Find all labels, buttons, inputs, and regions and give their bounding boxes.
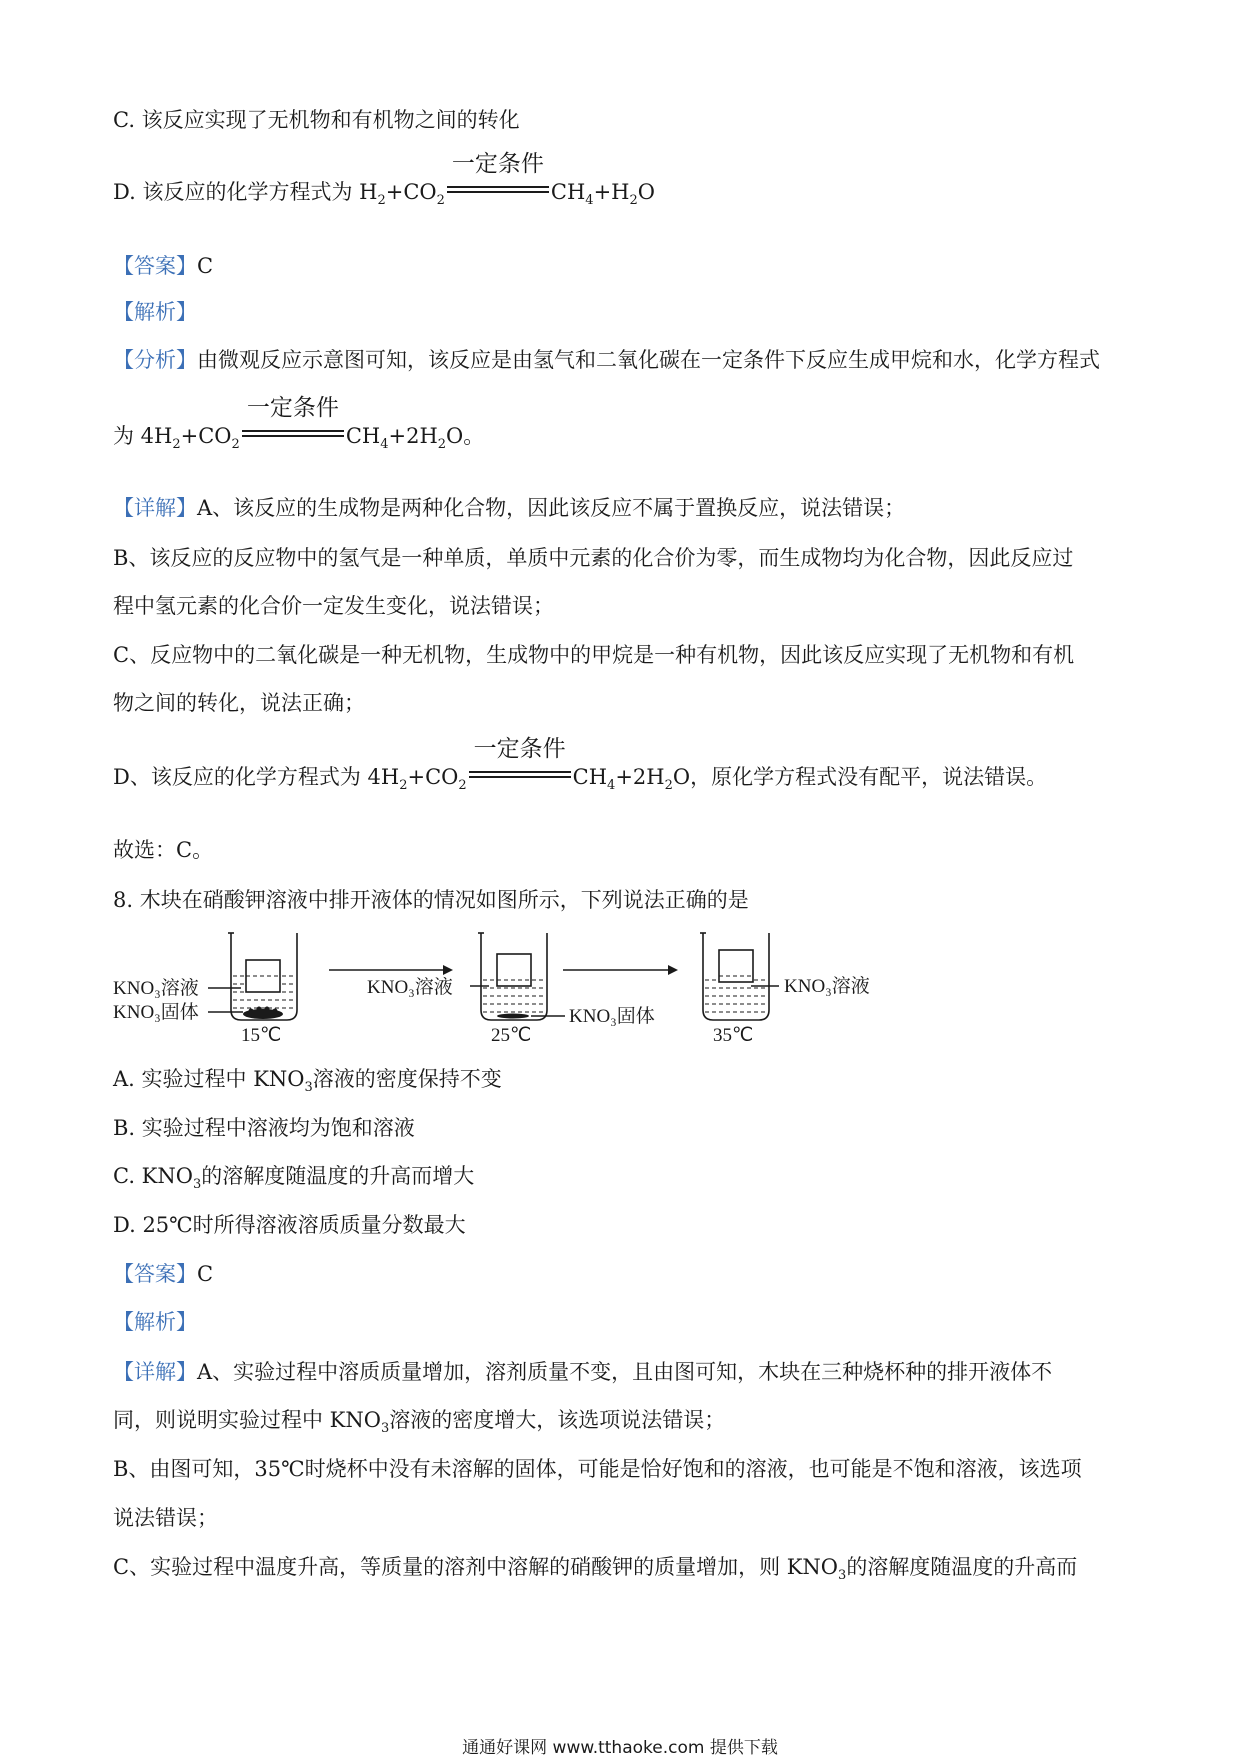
q7-conclusion: 故选：C。: [113, 838, 214, 862]
q8-option-b: B. 实验过程中溶液均为饱和溶液: [113, 1116, 415, 1140]
q7-detail-d: D、该反应的化学方程式为 $4H_2+CO_2$ 一定条件 $CH_4+2H_2O$，原化学方程式没有配平，说法错误。: [113, 736, 1048, 793]
q7-analysis-label: 【解析】: [113, 300, 197, 324]
equation-condition-arrow: 一定条件: [469, 768, 571, 784]
label-solution-1: KNO₃溶液: [113, 978, 199, 999]
temp-label-3: 35℃: [713, 1025, 754, 1046]
temp-label-1: 15℃: [241, 1025, 282, 1046]
label-solid-2: KNO₃固体: [569, 1006, 655, 1027]
q7-detail-c2: 物之间的转化，说法正确；: [113, 691, 365, 715]
q7-answer: 【答案】C: [113, 254, 214, 278]
q8-detail-a1: 【详解】A、实验过程中溶质质量增加，溶剂质量不变，且由图可知，木块在三种烧杯种的排开液体不: [113, 1360, 1053, 1384]
beaker-figure: [113, 928, 913, 1048]
q8-detail-b2: 说法错误；: [113, 1506, 218, 1530]
q7-option-d: D. 该反应的化学方程式为 $H_2+CO_2$ 一定条件 $CH_4+H_2O$: [113, 151, 655, 208]
q8-detail-b1: B、由图可知，35℃时烧杯中没有未溶解的固体，可能是恰好饱和的溶液，也可能是不饱和溶液，该选项: [113, 1457, 1082, 1481]
q8-option-d: D. 25℃时所得溶液溶质质量分数最大: [113, 1213, 466, 1237]
q8-stem: 8. 木块在硝酸钾溶液中排开液体的情况如图所示，下列说法正确的是: [113, 888, 749, 912]
beaker-35c: [700, 933, 779, 1020]
q7-detail-b1: B、该反应的反应物中的氢气是一种单质，单质中元素的化合价为零，而生成物均为化合物，因此反应过: [113, 546, 1074, 570]
kno3-solid-small: [497, 1014, 529, 1019]
beaker-15c: [208, 933, 297, 1020]
label-solid-1: KNO₃固体: [113, 1002, 199, 1023]
label-solution-2: KNO₃溶液: [367, 977, 453, 998]
beaker-25c: [470, 933, 565, 1020]
q8-option-a: A. 实验过程中 $KNO_3$溶液的密度保持不变: [113, 1067, 502, 1095]
equation-condition-arrow: 一定条件: [242, 427, 344, 443]
label-solution-3: KNO₃溶液: [784, 976, 870, 997]
q7-detail-a: 【详解】A、该反应的生成物是两种化合物，因此该反应不属于置换反应，说法错误；: [113, 496, 906, 520]
q7-fenxi: 【分析】由微观反应示意图可知，该反应是由氢气和二氧化碳在一定条件下反应生成甲烷和水，化学方程式: [113, 348, 1100, 372]
q7-option-c: C. 该反应实现了无机物和有机物之间的转化: [113, 108, 520, 132]
page-footer: 通通好课网 www.tthaoke.com 提供下载: [462, 1738, 778, 1758]
q8-answer: 【答案】C: [113, 1262, 214, 1286]
wood-block: [719, 950, 753, 982]
temp-label-2: 25℃: [491, 1025, 532, 1046]
q7-fenxi-equation: 为 $4H_2+CO_2$ 一定条件 $CH_4+2H_2O$。: [113, 395, 485, 452]
q7-detail-c1: C、反应物中的二氧化碳是一种无机物，生成物中的甲烷是一种有机物，因此该反应实现了无机物和有机: [113, 643, 1075, 667]
q8-detail-c: C、实验过程中温度升高，等质量的溶剂中溶解的硝酸钾的质量增加，则 $KNO_3$的溶解度随温度的升高而: [113, 1555, 1078, 1583]
equation-condition-arrow: 一定条件: [447, 183, 549, 199]
wood-block: [497, 954, 531, 986]
q8-detail-a2: 同，则说明实验过程中 $KNO_3$溶液的密度增大，该选项说法错误；: [113, 1408, 726, 1436]
q8-analysis-label: 【解析】: [113, 1310, 197, 1334]
q8-option-c: C. $KNO_3$的溶解度随温度的升高而增大: [113, 1164, 475, 1192]
q7-detail-b2: 程中氢元素的化合价一定发生变化，说法错误；: [113, 594, 554, 618]
